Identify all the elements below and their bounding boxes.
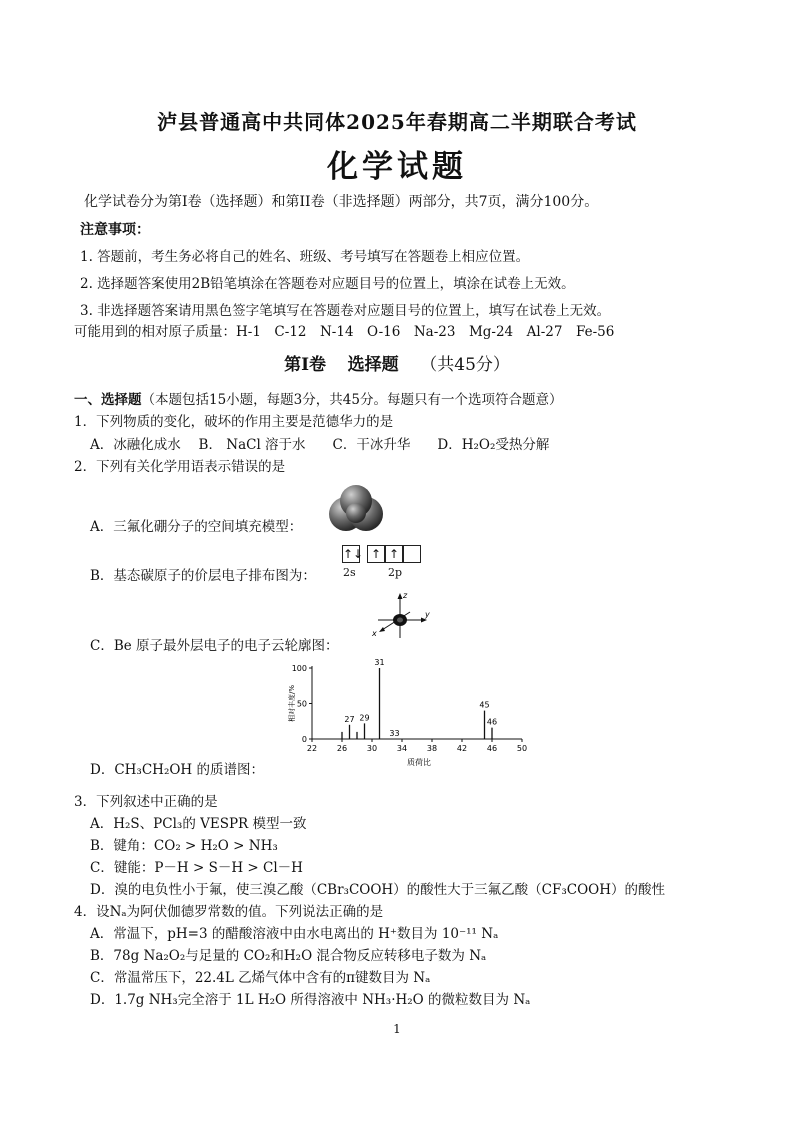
choice-intro-heading: 一、选择题 <box>74 392 142 408</box>
x-tick-label: 50 <box>516 744 528 753</box>
x-tick-label: 46 <box>486 744 498 753</box>
axis-z-label: z <box>403 591 408 600</box>
x-tick-label: 22 <box>306 744 318 753</box>
peak-label: 29 <box>359 713 370 723</box>
section-title <box>0 350 794 375</box>
mass-spectrum-chart <box>282 658 532 770</box>
notice-item: 1. 答题前，考生务必将自己的姓名、班级、考号填写在答题卷上相应位置。 <box>80 249 530 265</box>
section-name: 选择题 <box>347 355 399 375</box>
q2-stem: 2．下列有关化学用语表示错误的是 <box>74 459 286 475</box>
choice-intro <box>74 388 562 408</box>
s-orbital-cloud-diagram <box>368 590 432 646</box>
choice-intro-desc: （本题包括15小题，每题3分，共45分。每题只有一个选项符合题意） <box>141 392 563 408</box>
x-tick-label: 26 <box>336 744 348 753</box>
intro-text: 化学试卷分为第I卷（选择题）和第II卷（非选择题）两部分，共7页，满分100分。 <box>84 194 599 210</box>
axis-y-label: y <box>425 610 430 619</box>
q4-option-d: D．1.7g NH₃完全溶于 1L H₂O 所得溶液中 NH₃·H₂O 的微粒数目为 Nₐ <box>90 992 531 1008</box>
y-tick-label: 100 <box>291 664 307 673</box>
peak-label: 31 <box>374 658 385 667</box>
orbital-2s-label: 2s <box>343 566 356 579</box>
x-tick-label: 34 <box>396 744 408 753</box>
q4-option-c: C．常温常压下，22.4L 乙烯气体中含有的π键数目为 Nₐ <box>90 970 431 986</box>
exam-title: 泸县普通高中共同体2025年春期高二半期联合考试 <box>157 110 637 134</box>
x-tick-label: 38 <box>426 744 438 753</box>
subject-title: 化学试题 <box>327 149 467 185</box>
q4-option-b: B．78g Na₂O₂与足量的 CO₂和H₂O 混合物反应转移电子数为 Nₐ <box>90 948 487 964</box>
peak-label: 33 <box>389 729 400 738</box>
peak-label: 27 <box>344 714 355 724</box>
q2-option-d: D．CH₃CH₂OH 的质谱图： <box>90 762 264 778</box>
notice-heading: 注意事项： <box>80 222 150 238</box>
q2-option-b: B．基态碳原子的价层电子排布图为： <box>90 568 316 584</box>
q3-option-d: D．溴的电负性小于氟，使三溴乙酸（CBr₃COOH）的酸性大于三氟乙酸（CF₃COOH）的酸性 <box>90 882 666 898</box>
x-tick-label: 42 <box>456 744 468 753</box>
q3-option-c: C．键能：P－H > S－H > Cl－H <box>90 860 303 876</box>
bf3-space-filling-model <box>326 484 384 534</box>
q2-option-a: A．三氟化硼分子的空间填充模型： <box>90 519 303 535</box>
peak-label: 46 <box>486 717 498 727</box>
q1-options: A．冰融化成水 B． NaCl 溶于水 C．干冰升华 D．H₂O₂受热分解 <box>90 437 550 453</box>
section-points: （共45分） <box>420 355 510 375</box>
x-axis-label: 质荷比 <box>407 758 431 767</box>
y-tick-label: 50 <box>296 699 307 709</box>
q2-option-c: C．Be 原子最外层电子的电子云轮廓图： <box>90 638 339 654</box>
orbital-2p-box <box>403 545 421 563</box>
orbital-2p-box: ↑ <box>385 545 403 563</box>
q3-option-b: B．键角：CO₂ > H₂O > NH₃ <box>90 838 278 854</box>
orbital-2p-label: 2p <box>388 566 403 579</box>
x-tick-label: 30 <box>366 744 378 753</box>
axis-x-label: x <box>372 629 377 638</box>
orbital-2p-box: ↑ <box>367 545 385 563</box>
orbital-2s-box: ↑↓ <box>343 547 364 561</box>
section-part: 第I卷 <box>284 355 327 375</box>
y-tick-label: 0 <box>301 735 307 744</box>
notice-item: 2. 选择题答案使用2B铅笔填涂在答题卷对应题目号的位置上，填涂在试卷上无效。 <box>80 276 575 292</box>
q3-option-a: A．H₂S、PCl₃的 VESPR 模型一致 <box>90 816 307 832</box>
peak-label: 45 <box>479 700 490 710</box>
atomic-masses: 可能用到的相对原子质量：H-1 C-12 N-14 O-16 Na-23 Mg-24 Al-27 Fe-56 <box>74 324 615 340</box>
page-number: 1 <box>393 1022 401 1036</box>
q4-option-a: A．常温下，pH=3 的醋酸溶液中由水电离出的 H⁺数目为 10⁻¹¹ Nₐ <box>90 926 499 942</box>
notice-item: 3. 非选择题答案请用黑色签字笔填写在答题卷对应题目号的位置上，填写在试卷上无效。 <box>80 303 611 319</box>
q1-stem: 1．下列物质的变化，破坏的作用主要是范德华力的是 <box>74 414 394 430</box>
q4-stem: 4．设Nₐ为阿伏伽德罗常数的值。下列说法正确的是 <box>74 904 384 920</box>
y-axis-label: 相对丰度/% <box>288 684 296 723</box>
q3-stem: 3．下列叙述中正确的是 <box>74 794 218 810</box>
